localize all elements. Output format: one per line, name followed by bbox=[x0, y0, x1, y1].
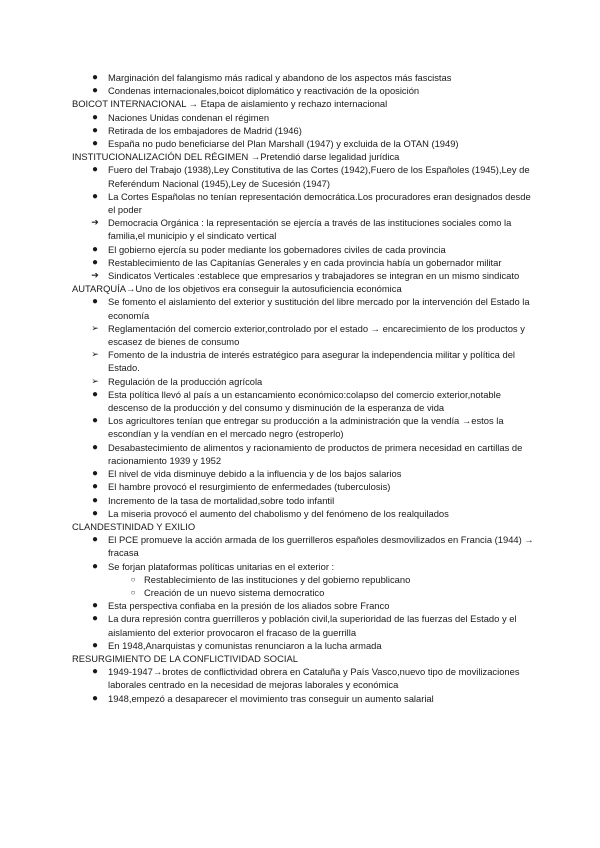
list-item-text: Marginación del falangismo más radical y abandono de los aspectos más fascistas bbox=[108, 72, 452, 83]
list-item bbox=[72, 111, 540, 124]
list-item-text: Esta política llevó al país a un estancamiento económico:colapso del comercio exterior,notable descenso de la producción y del consumo y disminución de la esperanza de vida bbox=[108, 388, 501, 414]
list-item-text: Democracia Orgánica : la representación se ejercía a través de las instituciones sociales como la familia,el municipio y el sindicato vertical bbox=[108, 217, 512, 242]
list-item-text: Desabastecimiento de alimentos y racionamiento de productos de primera necesidad en cartillas de racionamiento 1939 y 1952 bbox=[108, 441, 523, 466]
list-item bbox=[72, 665, 540, 691]
list-item bbox=[72, 560, 540, 573]
circle-bullet-icon: ○ bbox=[130, 587, 136, 597]
bullet-icon: ● bbox=[91, 666, 99, 678]
bullet-icon: ● bbox=[91, 85, 99, 97]
list-item bbox=[72, 441, 540, 467]
bullet-icon: ● bbox=[91, 388, 99, 400]
list-item-text: Se forjan plataformas políticas unitarias en el exterior : bbox=[108, 560, 335, 572]
bullet-icon: ● bbox=[91, 692, 99, 704]
list-item-text: Restablecimiento de las instituciones y del gobierno republicano bbox=[144, 573, 411, 585]
arrow-bullet-icon: ➔ bbox=[91, 270, 99, 281]
list-item-text: Restablecimiento de las Capitanías Generales y en cada provincia había un gobernador militar bbox=[108, 256, 502, 268]
list-item bbox=[72, 599, 540, 612]
section-heading: RESURGIMIENTO DE LA CONFLICTIVIDAD SOCIAL bbox=[72, 652, 298, 664]
list-item-text: Se fomento el aislamiento del exterior y sustitución del libre mercado por la intervención del Estado la economía bbox=[108, 296, 530, 321]
bullet-icon: ● bbox=[91, 111, 99, 123]
list-item-text: 1949-1947→brotes de conflictividad obrera en Cataluña y País Vasco,nuevo tipo de movilizaciones laborales centrado en la necesidad de mejoras laborales y económica bbox=[108, 666, 520, 691]
list-item-text: Regulación de la producción agrícola bbox=[108, 375, 263, 387]
sub-list-item bbox=[72, 586, 540, 599]
list-item bbox=[72, 494, 540, 507]
section-heading: CLANDESTINIDAD Y EXILIO bbox=[72, 520, 196, 532]
list-item-text: La dura represión contra guerrilleros y población civil,la superioridad de las fuerzas del Estado y el aislamiento del exterior provocaron el fracaso de la guerrilla bbox=[108, 613, 517, 638]
list-item-text: El nivel de vida disminuye debido a la influencia y de los bajos salarios bbox=[108, 468, 402, 480]
list-item bbox=[72, 533, 540, 559]
list-item bbox=[72, 414, 540, 440]
list-item bbox=[72, 480, 540, 493]
list-item bbox=[72, 388, 540, 414]
list-item bbox=[72, 84, 540, 97]
list-item bbox=[72, 295, 540, 321]
section-heading: INSTITUCIONALIZACIÓN DEL RÉGIMEN →Pretendió darse legalidad jurídica bbox=[72, 151, 400, 163]
bullet-icon: ● bbox=[91, 494, 99, 506]
list-item-text: Creación de un nuevo sistema democratico bbox=[144, 586, 325, 598]
list-item bbox=[72, 692, 540, 705]
list-item bbox=[72, 375, 540, 388]
list-item bbox=[72, 190, 540, 216]
section-heading: BOICOT INTERNACIONAL → Etapa de aislamiento y rechazo internacional bbox=[72, 98, 388, 110]
bullet-icon: ● bbox=[91, 613, 99, 625]
list-item bbox=[72, 269, 540, 282]
list-item-text: Incremento de la tasa de mortalidad,sobre todo infantil bbox=[108, 494, 335, 506]
bullet-icon: ● bbox=[91, 190, 99, 202]
list-item-text: El gobierno ejercía su poder mediante los gobernadores civiles de cada provincia bbox=[108, 243, 446, 255]
bullet-icon: ● bbox=[91, 256, 99, 268]
list-item bbox=[72, 612, 540, 638]
list-item-text: La Cortes Españolas no tenían representación democrática.Los procuradores eran designados desde el poder bbox=[108, 190, 531, 216]
list-item-text: Fuero del Trabajo (1938),Ley Constitutiva de las Cortes (1942),Fuero de los Españoles (1945),Ley de Referéndum Nacional (1945),Ley de Sucesión (1947) bbox=[108, 164, 530, 189]
list-item-text: Los agricultores tenían que entregar su producción a la administración que la vendía →estos la escondían y la vendían en el mercado negro (estroperlo) bbox=[108, 415, 504, 440]
list-item-text: El PCE promueve la acción armada de los guerrilleros españoles desmovilizados en Francia (1944) → fracasa bbox=[108, 534, 534, 559]
bullet-icon: ● bbox=[91, 124, 99, 136]
arrow-bullet-icon: ➢ bbox=[91, 349, 99, 360]
list-item-text: Fomento de la industria de interés estratégico para asegurar la independencia militar y política del Estado. bbox=[108, 349, 516, 374]
section-heading: AUTARQUÍA→Uno de los objetivos era conseguir la autosuficiencia económica bbox=[72, 283, 402, 295]
list-item bbox=[72, 216, 540, 242]
list-item bbox=[72, 256, 540, 269]
bullet-icon: ● bbox=[91, 507, 99, 519]
arrow-bullet-icon: ➢ bbox=[91, 322, 99, 333]
list-item bbox=[72, 639, 540, 652]
bullet-icon: ● bbox=[91, 138, 99, 150]
list-item bbox=[72, 124, 540, 137]
list-item-text: En 1948,Anarquistas y comunistas renunciaron a la lucha armada bbox=[108, 639, 382, 651]
list-item bbox=[72, 348, 540, 374]
list-item-text: El hambre provocó el resurgimiento de enfermedades (tuberculosis) bbox=[108, 481, 391, 493]
bullet-icon: ● bbox=[91, 72, 99, 83]
bullet-icon: ● bbox=[91, 441, 99, 453]
bullet-icon: ● bbox=[91, 560, 99, 572]
bullet-icon: ● bbox=[91, 415, 99, 427]
list-item-text: Sindicatos Verticales :establece que empresarios y trabajadores se integran en un mismo sindicato bbox=[108, 270, 520, 282]
arrow-bullet-icon: ➢ bbox=[91, 375, 99, 386]
list-item-text: Retirada de los embajadores de Madrid (1946) bbox=[108, 124, 302, 136]
list-item-text: Esta perspectiva confiaba en la presión de los aliados sobre Franco bbox=[108, 600, 390, 612]
bullet-icon: ● bbox=[91, 639, 99, 651]
list-item bbox=[72, 71, 540, 84]
bullet-icon: ● bbox=[91, 164, 99, 176]
circle-bullet-icon: ○ bbox=[130, 574, 136, 584]
list-item bbox=[72, 163, 540, 189]
bullet-icon: ● bbox=[91, 481, 99, 493]
list-item bbox=[72, 137, 540, 150]
bullet-icon: ● bbox=[91, 296, 99, 308]
list-item-text: La miseria provocó el aumento del chabolismo y del fenómeno de los realquilados bbox=[108, 507, 449, 519]
bullet-icon: ● bbox=[91, 600, 99, 612]
list-item bbox=[72, 467, 540, 480]
bullet-icon: ● bbox=[91, 534, 99, 546]
list-item-text: Condenas internacionales,boicot diplomático y reactivación de la oposición bbox=[108, 85, 420, 97]
bullet-icon: ● bbox=[91, 468, 99, 480]
arrow-bullet-icon: ➔ bbox=[91, 217, 99, 228]
list-item bbox=[72, 322, 540, 348]
list-item bbox=[72, 243, 540, 256]
list-item-text: 1948,empezó a desaparecer el movimiento tras conseguir un aumento salarial bbox=[108, 692, 434, 704]
list-item-text: Naciones Unidas condenan el régimen bbox=[108, 111, 270, 123]
sub-list-item bbox=[72, 573, 540, 586]
bullet-icon: ● bbox=[91, 243, 99, 255]
list-item-text: España no pudo beneficiarse del Plan Marshall (1947) y excluida de la OTAN (1949) bbox=[108, 138, 459, 150]
list-item-text: Reglamentación del comercio exterior,controlado por el estado → encarecimiento de los productos y escasez de bienes de consumo bbox=[108, 322, 525, 348]
list-item bbox=[72, 507, 540, 520]
